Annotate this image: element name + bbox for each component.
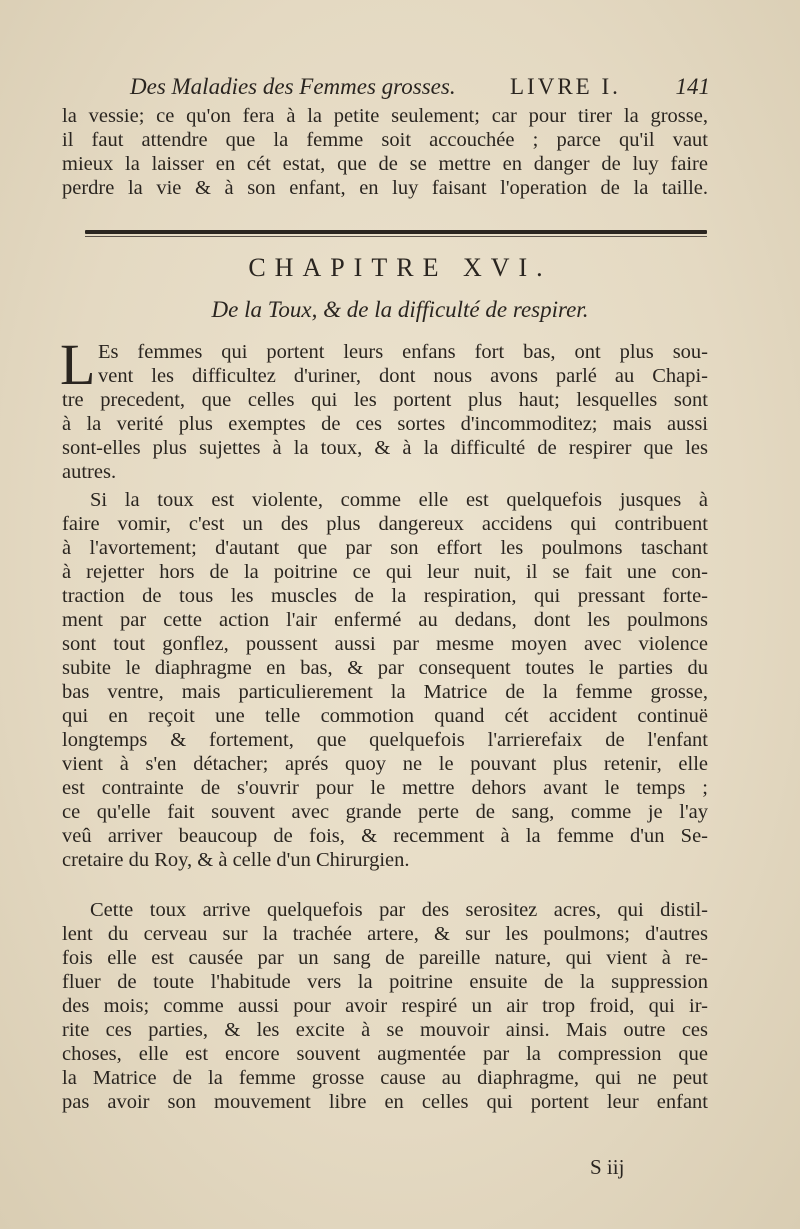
- signature-mark: S iij: [590, 1155, 625, 1179]
- text-line: rite ces parties, & les excite à se mouvoir ainsi. Mais outre ces: [62, 1019, 708, 1041]
- text-line: mieux la laisser en cét estat, que de se mettre en danger de luy faire: [62, 153, 708, 175]
- text-line: ce qu'elle fait souvent avec grande perte de sang, comme je l'ay: [62, 801, 708, 823]
- text-line: lent du cerveau sur la trachée artere, & sur les poulmons; d'autres: [62, 923, 708, 945]
- text-line: longtemps & fortement, que quelquefois l'arrierefaix de l'enfant: [62, 729, 708, 751]
- text-line: veû arriver beaucoup de fois, & recemment à la femme d'un Se-: [62, 825, 708, 847]
- drop-cap: L: [60, 332, 96, 397]
- text-line: à rejetter hors de la poitrine ce qui leur nuit, il se fait une con-: [62, 561, 708, 583]
- text-line: bas ventre, mais particulierement la Matrice de la femme grosse,: [62, 681, 708, 703]
- text-line: tre precedent, que celles qui les portent plus haut; lesquelles sont: [62, 389, 708, 411]
- text-line: sont-elles plus sujettes à la toux, & à la difficulté de respirer que les: [62, 437, 708, 459]
- text-line: traction de tous les muscles de la respiration, qui pressant forte-: [62, 585, 708, 607]
- text-line: vient à s'en détacher; aprés quoy ne le pouvant plus retenir, elle: [62, 753, 708, 775]
- text-line: pas avoir son mouvement libre en celles qui portent leur enfant: [62, 1091, 708, 1113]
- chapter-subtitle: De la Toux, & de la difficulté de respirer.: [211, 297, 589, 322]
- running-head-title: Des Maladies des Femmes grosses.: [130, 74, 456, 99]
- text-line: la Matrice de la femme grosse cause au diaphragme, qui ne peut: [62, 1067, 708, 1089]
- text-line: il faut attendre que la femme soit accouchée ; parce qu'il vaut: [62, 129, 708, 151]
- text-line: fois elle est causée par un sang de pareille nature, qui vient à re-: [62, 947, 708, 969]
- text-line: faire vomir, c'est un des plus dangereux accidens qui contribuent: [62, 513, 708, 535]
- text-line: est contrainte de s'ouvrir pour le mettre dehors avant le temps ;: [62, 777, 708, 799]
- chapter-heading: CHAPITRE XVI.: [248, 253, 552, 282]
- text-line: choses, elle est encore souvent augmentée par la compression que: [62, 1043, 708, 1065]
- text-line: à la verité plus exemptes de ces sortes d'incommoditez; mais aussi: [62, 413, 708, 435]
- text-line: Si la toux est violente, comme elle est quelquefois jusques à: [90, 489, 708, 511]
- page-number: 141: [675, 74, 710, 99]
- text-line: autres.: [62, 461, 117, 483]
- text-line: perdre la vie & à son enfant, en luy faisant l'operation de la taille.: [62, 177, 708, 199]
- text-line: fluer de toute l'habitude vers la poitrine ensuite de la suppression: [62, 971, 708, 993]
- running-head: [130, 74, 710, 104]
- text-line: ment par cette action l'air enfermé au dedans, dont les poulmons: [62, 609, 708, 631]
- text-line: sont tout gonflez, poussent aussi par mesme moyen avec violence: [62, 633, 708, 655]
- text-line: Es femmes qui portent leurs enfans fort bas, ont plus sou-: [98, 341, 708, 363]
- running-head-book: LIVRE I.: [510, 74, 621, 99]
- chapter-rule-thin: [85, 236, 707, 237]
- text-line: à l'avortement; d'autant que par son effort les poulmons taschant: [62, 537, 708, 559]
- text-line: des mois; comme aussi pour avoir respiré un air trop froid, qui ir-: [62, 995, 708, 1017]
- text-line: subite le diaphragme en bas, & par consequent toutes le parties du: [62, 657, 708, 679]
- text-line: la vessie; ce qu'on fera à la petite seulement; car pour tirer la grosse,: [62, 105, 708, 127]
- chapter-rule: [85, 230, 707, 234]
- text-line: qui en reçoit une telle commotion quand cét accident continuë: [62, 705, 708, 727]
- text-line: cretaire du Roy, & à celle d'un Chirurgien.: [62, 849, 410, 871]
- text-line: vent les difficultez d'uriner, dont nous avons parlé au Chapi-: [98, 365, 708, 387]
- text-line: Cette toux arrive quelquefois par des serositez acres, qui distil-: [90, 899, 708, 921]
